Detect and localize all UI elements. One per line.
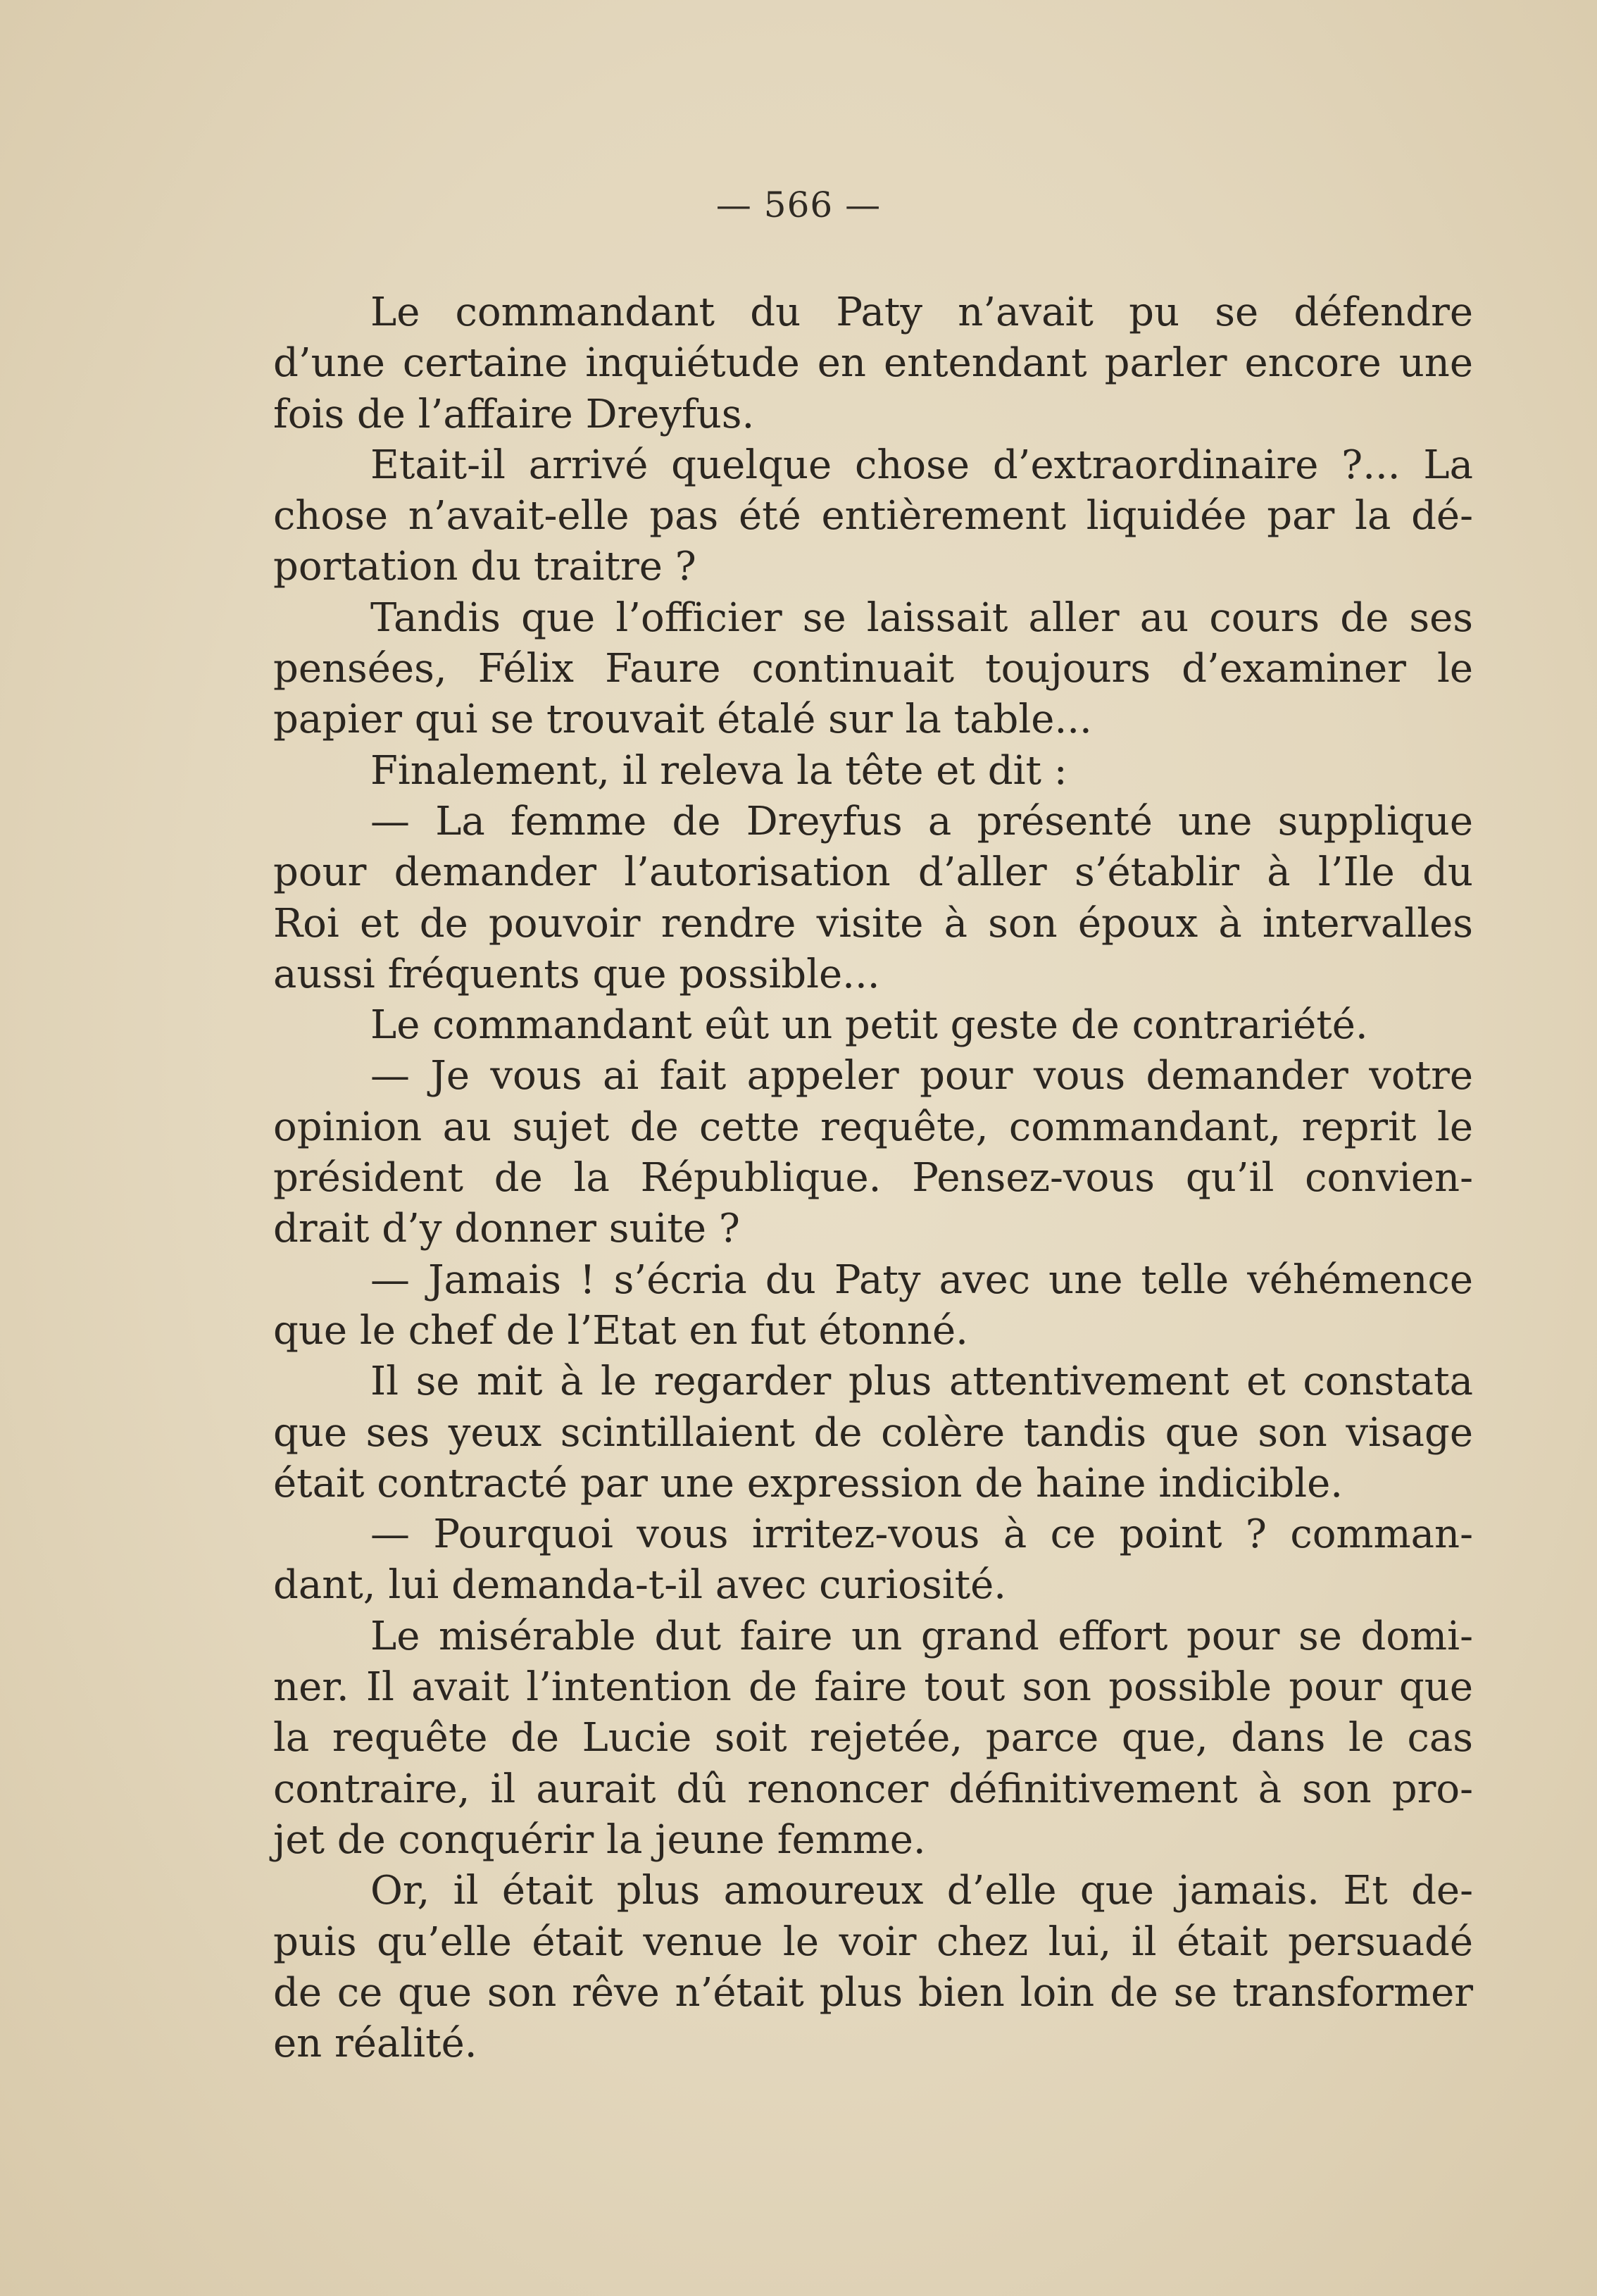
text-line: d’une certaine inquiétude en entendant parler encore une (273, 340, 1473, 387)
text-line: contraire, il aurait dû renoncer définitivement à son pro- (273, 1766, 1473, 1812)
text-line: pour demander l’autorisation d’aller s’établir à l’Ile du (273, 849, 1473, 896)
text-line: pensées, Félix Faure continuait toujours d’examiner le (273, 646, 1473, 692)
text-line: — Pourquoi vous irritez-vous à ce point ? comman- (370, 1511, 1473, 1558)
text-line: aussi fréquents que possible... (273, 951, 880, 997)
text-line: Le commandant du Paty n’avait pu se défendre (370, 289, 1473, 335)
page-number: — 566 — (715, 185, 882, 225)
text-line: papier qui se trouvait étalé sur la table... (273, 697, 1092, 743)
text-line: Il se mit à le regarder plus attentivement et constata (370, 1359, 1473, 1405)
text-line: président de la République. Pensez-vous qu’il convien- (273, 1155, 1473, 1202)
text-line: était contracté par une expression de haine indicible. (273, 1460, 1344, 1506)
text-line: — La femme de Dreyfus a présenté une supplique (370, 798, 1473, 844)
text-line: que le chef de l’Etat en fut étonné. (273, 1307, 968, 1354)
text-line: drait d’y donner suite ? (273, 1206, 740, 1252)
text-line: portation du traitre ? (273, 544, 696, 590)
text-line: Le misérable dut faire un grand effort pour se domi- (370, 1613, 1473, 1659)
text-line: jet de conquérir la jeune femme. (273, 1816, 926, 1863)
text-line: Le commandant eût un petit geste de contrariété. (370, 1002, 1368, 1049)
text-line: dant, lui demanda-t-il avec curiosité. (273, 1562, 1007, 1609)
text-line: Or, il était plus amoureux d’elle que jamais. Et de- (370, 1868, 1473, 1914)
text-line: Tandis que l’officier se laissait aller au cours de ses (370, 594, 1473, 641)
text-line: Etait-il arrivé quelque chose d’extraordinaire ?... La (370, 442, 1473, 488)
text-line: de ce que son rêve n’était plus bien loin de se transformer (273, 1969, 1473, 2016)
body-text (273, 287, 1473, 2069)
text-line: que ses yeux scintillaient de colère tandis que son visage (273, 1409, 1473, 1456)
text-line: la requête de Lucie soit rejetée, parce que, dans le cas (273, 1715, 1473, 1761)
text-line: opinion au sujet de cette requête, commandant, reprit le (273, 1104, 1473, 1150)
text-line: fois de l’affaire Dreyfus. (273, 391, 755, 437)
text-line: — Je vous ai fait appeler pour vous demander votre (370, 1053, 1473, 1099)
text-line: Roi et de pouvoir rendre visite à son époux à intervalles (273, 900, 1473, 947)
text-line: puis qu’elle était venue le voir chez lui, il était persuadé (273, 1918, 1473, 1965)
text-line: — Jamais ! s’écria du Paty avec une telle véhémence (370, 1256, 1473, 1303)
text-line: chose n’avait-elle pas été entièrement liquidée par la dé- (273, 493, 1473, 539)
text-line: Finalement, il releva la tête et dit : (370, 747, 1067, 794)
text-line: en réalité. (273, 2021, 477, 2067)
text-line: ner. Il avait l’intention de faire tout son possible pour que (273, 1664, 1473, 1711)
